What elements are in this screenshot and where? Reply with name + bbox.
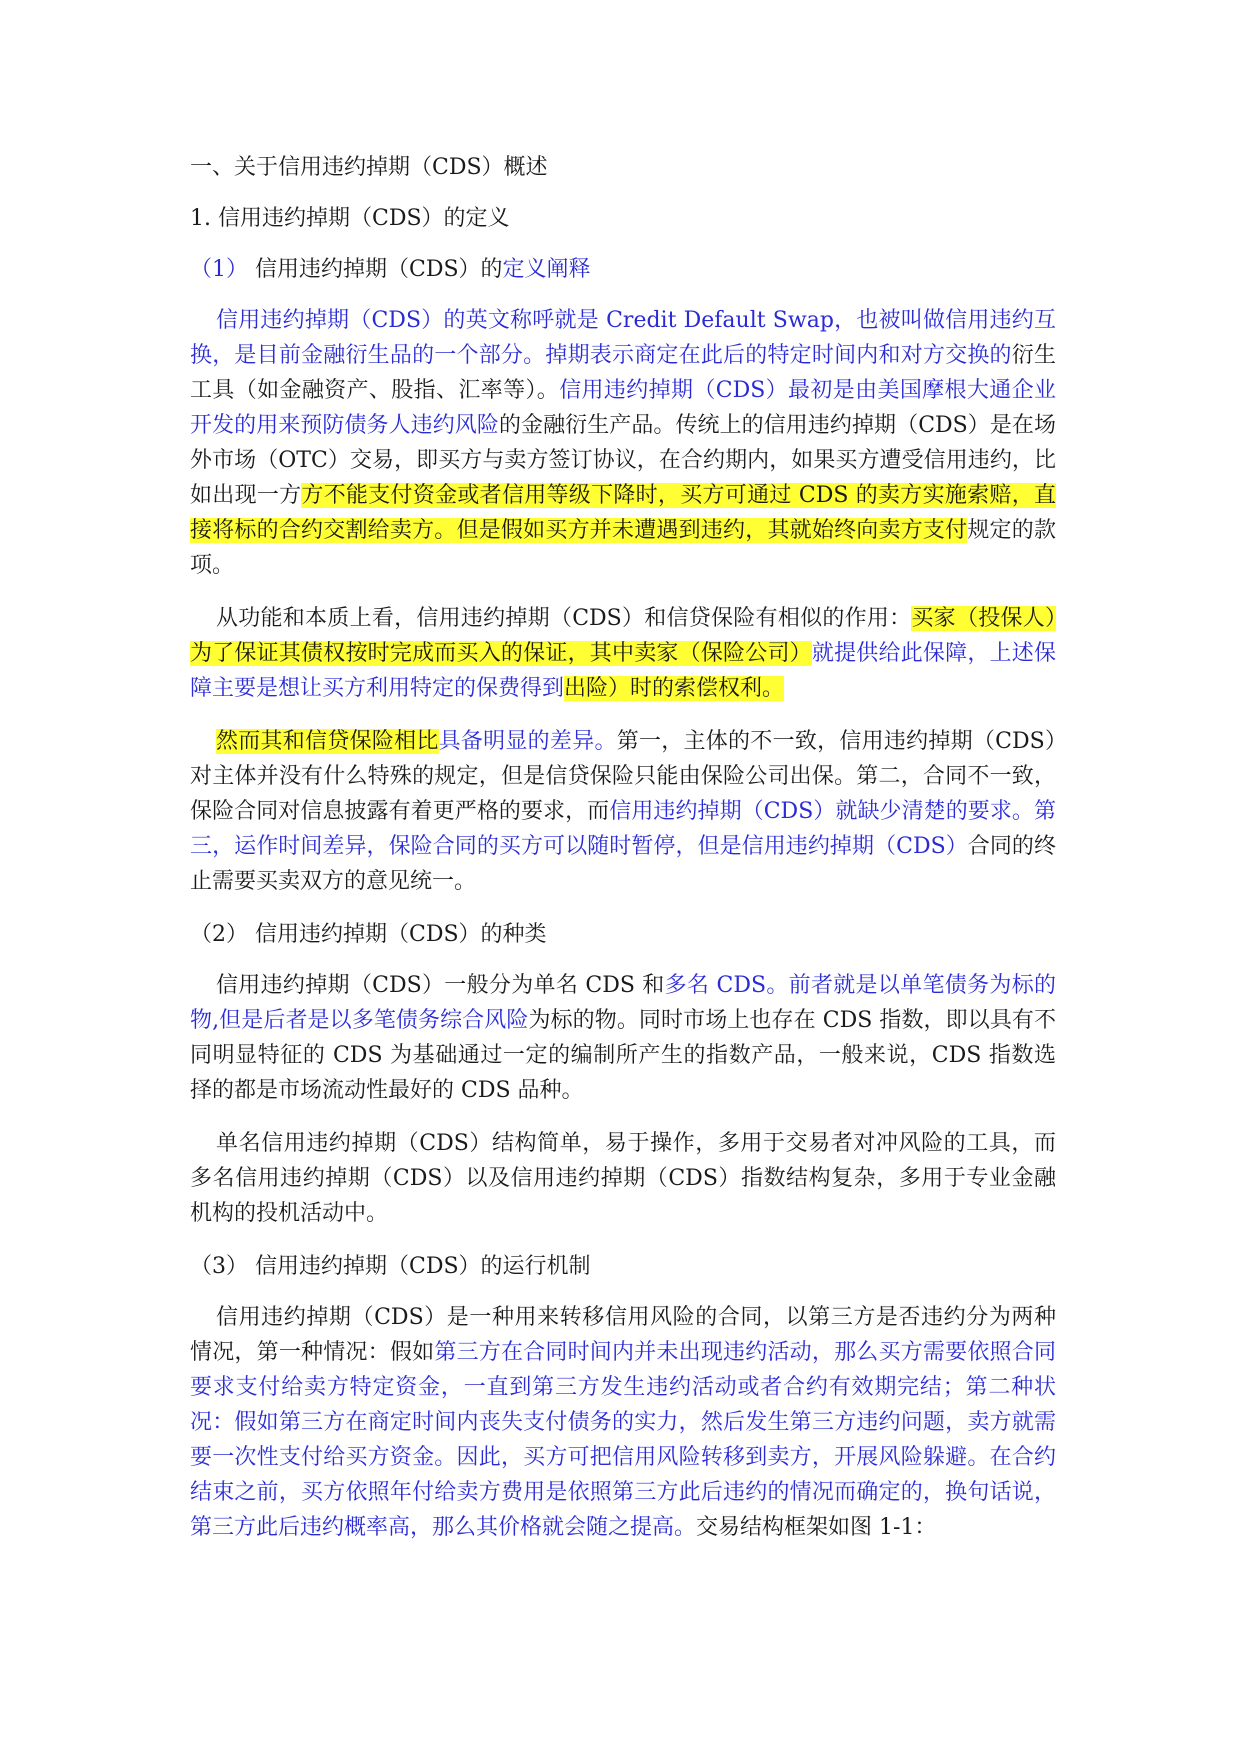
text-run-blue: 就提供给此保障，上述保障主要是想让买方利用特定的保费得到 [190, 641, 1056, 701]
text-run-hl: 出险）时的索偿权利。 [564, 676, 785, 701]
section-heading-1: 1. 信用违约掉期（CDS）的定义 [190, 206, 510, 231]
text-run: 信用违约掉期（CDS）一般分为单名 CDS 和 [216, 973, 665, 998]
subsection-heading-2: （2） 信用违约掉期（CDS）的种类 [190, 922, 547, 947]
document-body [190, 150, 1056, 1563]
paragraph-function [190, 601, 1056, 706]
text-run-blue: 信用违约掉期（CDS）就缺少清楚的要求。第三，运作时间差异，保险合同的买方可以随时暂停，但是信用违约掉期（CDS） [190, 799, 1056, 859]
text-run-hl: 方不能支付资金或者信用等级下降时，买方可通过 CDS 的卖方实施索赔，直接将标的合约交割给卖方。但是假如买方并未遭遇到违约，其就始终向卖方支付 [190, 483, 1056, 543]
subsection-title: 信用违约掉期（CDS）的 [248, 257, 503, 282]
text-run: 第一，主体的不一致，信用违约掉期（CDS）对主体并没有什么特殊的规定，但是信贷保险只能由保险公司出保。第二，合同不一致，保险合同对信息披露有着更严格的要求，而 [190, 729, 1056, 824]
subsection-number: （1） [190, 257, 248, 282]
text-run-hl: 买家（投保人）为了保证其债权按时完成而买入的保证，其中卖家（保险公司） [190, 606, 1056, 666]
subsection-heading-3: （3） 信用违约掉期（CDS）的运行机制 [190, 1254, 591, 1279]
text-run: 信用违约掉期（CDS）是一种用来转移信用风险的合同，以第三方是否违约分为两种情况，第一种情况：假如 [190, 1305, 1056, 1365]
paragraph-definition [190, 303, 1056, 583]
paragraph-difference [190, 724, 1056, 899]
text-run: 衍生工具（如金融资产、股指、汇率等）。 [190, 343, 1056, 403]
text-run: 为标的物。同时市场上也存在 CDS 指数，即以具有不同明显特征的 CDS 为基础通过一定的编制所产生的指数产品，一般来说，CDS 指数选择的都是市场流动性最好的 CDS 品种。 [190, 1008, 1057, 1103]
section-heading-main: 一、关于信用违约掉期（CDS）概述 [190, 155, 548, 180]
text-run-blue: 多名 CDS。前者就是以单笔债务为标的物,但是后者是以多笔债务综合风险 [190, 973, 1056, 1033]
subsection-title-highlight: 定义阐释 [502, 257, 591, 282]
text-run-blue: 具备明显的差异。 [438, 729, 617, 754]
paragraph-mechanism [190, 1300, 1056, 1545]
text-run-blue: 第三方在合同时间内并未出现违约活动，那么买方需要依照合同要求支付给卖方特定资金，一直到第三方发生违约活动或者合约有效期完结；第二种状况：假如第三方在商定时间内丧失支付债务的实力，然后发生第三方违约问题，卖方就需要一次性支付给买方资金。因此，买方可把信用风险转移到卖方，开展风险躲避。在合约结束之前，买方依照年付给卖方费用是依照第三方此后违约的情况而确定的，换句话说，第三方此后违约概率高，那么其价格就会随之提高。 [190, 1340, 1056, 1540]
text-run: 交易结构框架如图 1-1： [696, 1515, 937, 1540]
text-run: 规定的款项。 [190, 518, 1056, 578]
paragraph-types [190, 968, 1056, 1108]
text-run: 合同的终止需要买卖双方的意见统一。 [190, 834, 1056, 894]
text-run: 从功能和本质上看，信用违约掉期（CDS）和信贷保险有相似的作用： [216, 606, 912, 631]
paragraph-single-multi: 单名信用违约掉期（CDS）结构简单，易于操作，多用于交易者对冲风险的工具，而多名信用违约掉期（CDS）以及信用违约掉期（CDS）指数结构复杂，多用于专业金融机构的投机活动中。 [190, 1131, 1056, 1226]
text-run-hl: 然而其和信贷保险相比 [216, 729, 439, 754]
text-run: 的金融衍生产品。传统上的信用违约掉期（CDS）是在场外市场（OTC）交易，即买方与卖方签订协议，在合约期内，如果买方遭受信用违约，比如出现一方 [190, 413, 1056, 508]
text-run-blue: 信用违约掉期（CDS）的英文称呼就是 Credit Default Swap，也被叫做信用违约互换，是目前金融衍生品的一个部分。掉期表示商定在此后的特定时间内和对方交换的 [190, 308, 1056, 368]
text-run-blue: 信用违约掉期（CDS）最初是由美国摩根大通企业开发的用来预防债务人违约风险 [190, 378, 1056, 438]
subsection-heading-1 [190, 252, 1056, 287]
